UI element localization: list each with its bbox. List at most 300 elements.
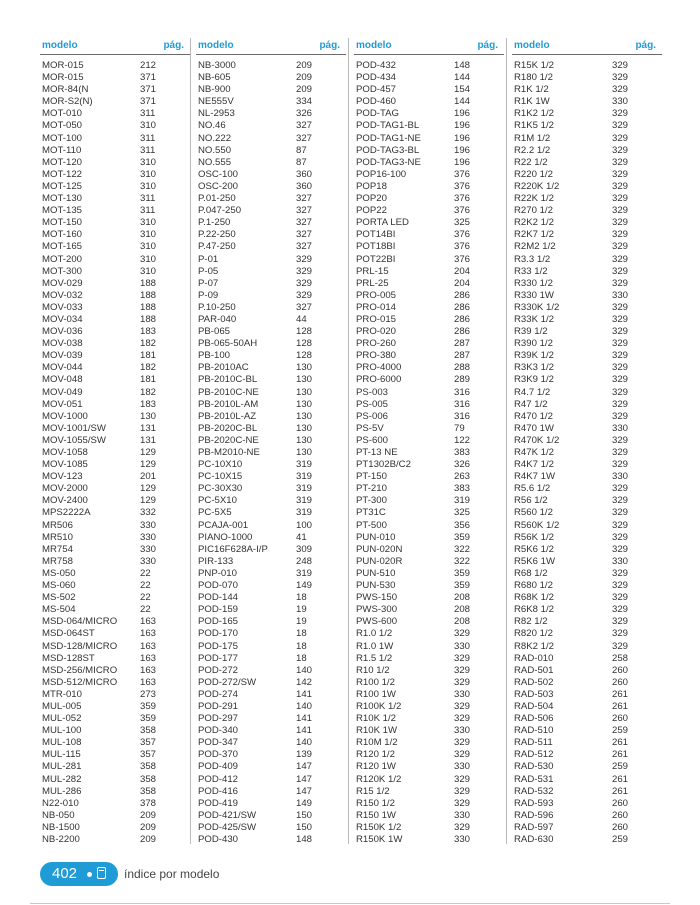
entry-page: 129 (140, 483, 157, 495)
index-entry (196, 254, 346, 266)
entry-model: MR510 (42, 531, 73, 543)
index-entry (512, 145, 662, 157)
index-entry (512, 387, 662, 399)
entry-page: 327 (296, 229, 313, 241)
entry-page: 19 (296, 616, 307, 628)
index-entry (196, 338, 346, 350)
entry-page: 130 (140, 410, 157, 422)
entry-page: 359 (454, 531, 471, 543)
index-entry (196, 169, 346, 181)
entry-model: PC-5X10 (198, 495, 237, 507)
entry-model: RAD-512 (514, 749, 554, 761)
entry-page: 261 (612, 700, 629, 712)
entry-model: RAD-630 (514, 834, 554, 845)
entry-model: PB-M2010-NE (198, 447, 260, 458)
entry-page: 209 (296, 60, 313, 71)
index-entry (354, 520, 504, 532)
entry-model: POT18BI (356, 241, 396, 253)
entry-model: PRO-380 (356, 350, 396, 362)
entry-page: 260 (612, 664, 629, 676)
index-entry (40, 411, 190, 423)
index-entry (354, 96, 504, 108)
entry-model: POD-421/SW (198, 809, 257, 821)
index-entry (40, 229, 190, 241)
page-number-badge (40, 862, 118, 886)
entry-model: RAD-597 (514, 821, 554, 833)
entry-model: R330K 1/2 (514, 301, 560, 313)
entry-page: 260 (612, 797, 629, 809)
entry-page: 330 (454, 761, 471, 773)
entry-model: PS-5V (356, 422, 384, 434)
index-entry (196, 749, 346, 761)
index-entry (354, 665, 504, 677)
index-entry (40, 254, 190, 266)
entry-page: 261 (612, 688, 629, 700)
entry-model: R3K3 1/2 (514, 362, 555, 374)
entry-page: 371 (140, 72, 157, 84)
index-entry (512, 665, 662, 677)
entry-model: R1K 1W (514, 96, 550, 108)
entry-page: 327 (296, 217, 313, 229)
entry-model: MOV-029 (42, 277, 83, 289)
entry-page: 358 (140, 785, 157, 797)
index-entry (512, 205, 662, 217)
column-divider (190, 38, 191, 844)
entry-page: 322 (454, 543, 471, 555)
index-entry (40, 338, 190, 350)
entry-model: PS-003 (356, 386, 388, 398)
index-entry (512, 84, 662, 96)
entry-page: 329 (454, 713, 471, 725)
index-entry (354, 326, 504, 338)
index-entry (512, 423, 662, 435)
entry-model: PRO-260 (356, 338, 396, 350)
entry-model: R1.5 1/2 (356, 652, 393, 664)
entry-model: MUL-282 (42, 773, 82, 785)
index-entry (512, 604, 662, 616)
entry-page: 327 (296, 301, 313, 313)
index-entry (196, 411, 346, 423)
entry-page: 261 (612, 737, 629, 749)
entry-page: 326 (296, 108, 313, 120)
entry-model: MOT-110 (42, 144, 82, 156)
entry-model: POD-370 (198, 749, 238, 761)
entry-page: 41 (296, 531, 307, 543)
index-entry (512, 229, 662, 241)
header-model: modelo (198, 40, 234, 51)
index-entry (354, 387, 504, 399)
index-entry (196, 834, 346, 846)
index-entry (354, 423, 504, 435)
entry-model: MOV-033 (42, 301, 83, 313)
index-entry (40, 72, 190, 84)
entry-model: MSD-512/MICRO (42, 676, 118, 688)
index-entry (196, 145, 346, 157)
index-entry (354, 362, 504, 374)
entry-page: 329 (612, 313, 629, 325)
entry-model: MUL-100 (42, 725, 82, 737)
entry-page: 319 (454, 495, 471, 507)
entry-page: 287 (454, 350, 471, 362)
entry-model: PWS-150 (356, 592, 398, 604)
entry-model: PIR-133 (198, 555, 234, 567)
index-entry (196, 580, 346, 592)
index-entry (196, 592, 346, 604)
entry-page: 147 (296, 773, 313, 785)
entry-model: PRL-15 (356, 265, 389, 277)
entry-page: 288 (454, 362, 471, 374)
entry-model: MOV-123 (42, 471, 83, 483)
index-entry (40, 326, 190, 338)
index-entry (354, 145, 504, 157)
entry-model: PIANO-1000 (198, 531, 253, 543)
index-entry (354, 653, 504, 665)
book-icon (97, 867, 106, 879)
entry-page: 260 (612, 821, 629, 833)
entry-model: R39 1/2 (514, 326, 548, 338)
index-entry (196, 314, 346, 326)
entry-model: MOV-034 (42, 313, 83, 325)
entry-page: 329 (612, 338, 629, 350)
entry-model: R2K2 1/2 (514, 217, 555, 229)
index-entry (196, 108, 346, 120)
entry-page: 332 (140, 507, 157, 519)
entry-page: 311 (140, 108, 156, 120)
entry-page: 376 (454, 205, 471, 217)
entry-page: 183 (140, 398, 157, 410)
entry-page: 329 (454, 737, 471, 749)
index-entry (354, 374, 504, 386)
entry-model: POD-425/SW (198, 821, 257, 833)
entry-page: 260 (612, 676, 629, 688)
entry-model: R33K 1/2 (514, 313, 555, 325)
entry-model: R2M2 1/2 (514, 241, 556, 253)
index-entry (40, 459, 190, 471)
entry-model: POD-TAG (356, 108, 399, 120)
header-page: pág. (477, 40, 498, 51)
entry-page: 209 (296, 72, 313, 84)
entry-page: 329 (454, 773, 471, 785)
index-entry (512, 435, 662, 447)
entry-page: 181 (140, 374, 157, 386)
index-entry (512, 362, 662, 374)
index-entry (40, 145, 190, 157)
entry-model: MOR-S2(N) (42, 96, 93, 108)
entry-page: 371 (140, 96, 157, 108)
entry-model: NO.555 (198, 156, 232, 168)
entry-model: RAD-506 (514, 713, 554, 725)
entry-page: 329 (612, 519, 629, 531)
index-entry (196, 120, 346, 132)
entry-page: 18 (296, 640, 307, 652)
index-entry (512, 725, 662, 737)
index-entry (354, 278, 504, 290)
entry-model: RAD-532 (514, 785, 554, 797)
index-entry (354, 592, 504, 604)
entry-page: 130 (296, 422, 313, 434)
index-entry (512, 532, 662, 544)
entry-model: PRO-6000 (356, 374, 402, 386)
index-entry (512, 568, 662, 580)
index-entry (512, 786, 662, 798)
index-entry (512, 616, 662, 628)
entry-model: PORTA LED (356, 217, 409, 229)
entry-page: 376 (454, 229, 471, 241)
entry-page: 258 (612, 652, 629, 664)
entry-model: MOV-036 (42, 326, 83, 338)
entry-model: RAD-501 (514, 664, 554, 676)
column-header (196, 38, 346, 55)
entry-model: MOV-049 (42, 386, 83, 398)
entry-model: POD-347 (198, 737, 238, 749)
entry-page: 329 (454, 797, 471, 809)
index-entry (196, 205, 346, 217)
entry-page: 329 (612, 543, 629, 555)
entry-page: 325 (454, 507, 471, 519)
index-entry (40, 108, 190, 120)
index-entry (40, 544, 190, 556)
entry-page: 310 (140, 265, 157, 277)
entry-page: 204 (454, 277, 471, 289)
entry-page: 18 (296, 628, 307, 640)
entry-page: 154 (454, 84, 471, 96)
entry-page: 204 (454, 265, 471, 277)
entry-page: 131 (140, 422, 157, 434)
index-entry (512, 556, 662, 568)
entry-model: R5.6 1/2 (514, 483, 551, 495)
entry-model: MS-504 (42, 604, 76, 616)
entry-page: 371 (140, 84, 157, 96)
index-entry (40, 628, 190, 640)
entry-page: 329 (612, 567, 629, 579)
entry-page: 259 (612, 725, 629, 737)
page-number: 402 (52, 865, 78, 882)
entry-model: PT-300 (356, 495, 387, 507)
index-entry (354, 616, 504, 628)
index-entry (354, 241, 504, 253)
entry-page: 330 (612, 289, 629, 301)
index-entry (512, 544, 662, 556)
index-entry (512, 266, 662, 278)
entry-page: 330 (140, 531, 157, 543)
entry-page: 130 (296, 398, 313, 410)
index-entry (196, 96, 346, 108)
entry-model: PB-2010C-BL (198, 374, 258, 386)
entry-page: 148 (454, 60, 471, 71)
index-entry (40, 471, 190, 483)
entry-model: MSD-256/MICRO (42, 664, 118, 676)
entry-page: 128 (296, 350, 313, 362)
index-entry (512, 810, 662, 822)
entry-model: POD-409 (198, 761, 238, 773)
entry-page: 142 (296, 676, 313, 688)
entry-model: R150 1/2 (356, 797, 395, 809)
entry-model: RAD-503 (514, 688, 554, 700)
entry-page: 130 (296, 386, 313, 398)
entry-page: 329 (612, 398, 629, 410)
entry-page: 326 (454, 459, 471, 471)
entry-page: 128 (296, 338, 313, 350)
index-entry (354, 411, 504, 423)
entry-model: PT-150 (356, 471, 387, 483)
index-entry (512, 471, 662, 483)
index-entry (40, 157, 190, 169)
index-entry (196, 266, 346, 278)
entry-page: 329 (612, 628, 629, 640)
entry-model: P.22-250 (198, 229, 236, 241)
entry-model: MUL-108 (42, 737, 82, 749)
index-entry (40, 713, 190, 725)
entry-page: 329 (612, 277, 629, 289)
entry-model: R1K2 1/2 (514, 108, 555, 120)
entry-page: 188 (140, 313, 157, 325)
entry-page: 358 (140, 725, 157, 737)
index-entry (196, 278, 346, 290)
index-entry (40, 604, 190, 616)
index-entry (40, 568, 190, 580)
entry-page: 329 (454, 664, 471, 676)
entry-page: 329 (612, 108, 629, 120)
entry-model: MS-050 (42, 567, 76, 579)
index-entry (40, 725, 190, 737)
entry-model: MOV-048 (42, 374, 83, 386)
entry-model: MOV-2000 (42, 483, 88, 495)
entry-page: 330 (454, 688, 471, 700)
entry-page: 329 (612, 434, 629, 446)
entry-model: R56K 1/2 (514, 531, 555, 543)
entry-model: RAD-530 (514, 761, 554, 773)
entry-page: 130 (296, 447, 313, 458)
header-model: modelo (514, 40, 550, 51)
column-header (512, 38, 662, 55)
index-entry (354, 266, 504, 278)
entry-page: 100 (296, 519, 313, 531)
index-entry (354, 532, 504, 544)
index-entry (196, 725, 346, 737)
entry-page: 22 (140, 580, 151, 592)
index-entry (512, 338, 662, 350)
index-entry (196, 495, 346, 507)
entry-page: 329 (296, 277, 313, 289)
entry-model: MOV-1000 (42, 410, 88, 422)
entry-page: 310 (140, 168, 157, 180)
index-entry (40, 60, 190, 72)
entry-page: 329 (612, 156, 629, 168)
entry-page: 329 (454, 749, 471, 761)
entry-page: 209 (140, 821, 157, 833)
entry-page: 260 (612, 713, 629, 725)
entry-page: 329 (612, 531, 629, 543)
entry-page: 356 (454, 519, 471, 531)
entry-page: 196 (454, 120, 471, 132)
entry-model: MR506 (42, 519, 73, 531)
entry-model: PIC16F628A-I/P (198, 543, 268, 555)
entry-page: 329 (612, 193, 629, 205)
entry-model: PRO-015 (356, 313, 396, 325)
index-entry (354, 544, 504, 556)
index-entry (196, 713, 346, 725)
entry-page: 196 (454, 132, 471, 144)
entry-page: 310 (140, 217, 157, 229)
index-entry (196, 507, 346, 519)
entry-model: P-07 (198, 277, 219, 289)
entry-model: R1K 1/2 (514, 84, 549, 96)
entry-page: 330 (454, 834, 471, 845)
entry-page: 18 (296, 592, 307, 604)
index-entry (354, 761, 504, 773)
entry-page: 319 (296, 507, 313, 519)
entry-page: 310 (140, 120, 157, 132)
index-entry (40, 749, 190, 761)
index-rows (40, 60, 190, 846)
entry-model: MOV-051 (42, 398, 83, 410)
entry-page: 376 (454, 241, 471, 253)
index-entry (40, 653, 190, 665)
entry-model: OSC-200 (198, 180, 238, 192)
index-entry (40, 810, 190, 822)
entry-model: POD-TAG1-NE (356, 132, 421, 144)
index-entry (512, 133, 662, 145)
entry-model: MUL-286 (42, 785, 82, 797)
entry-model: R68 1/2 (514, 567, 548, 579)
entry-model: PWS-600 (356, 616, 398, 628)
entry-page: 286 (454, 326, 471, 338)
entry-page: 319 (296, 495, 313, 507)
index-entry (354, 701, 504, 713)
index-entry (40, 665, 190, 677)
entry-model: POP16-100 (356, 168, 407, 180)
entry-model: MOV-1055/SW (42, 434, 106, 446)
entry-model: R100 1/2 (356, 676, 395, 688)
entry-model: MOT-122 (42, 168, 82, 180)
index-entry (512, 507, 662, 519)
entry-model: R8K2 1/2 (514, 640, 555, 652)
entry-page: 325 (454, 217, 471, 229)
entry-model: R390 1/2 (514, 338, 553, 350)
entry-model: P.047-250 (198, 205, 242, 217)
index-entry (40, 266, 190, 278)
entry-page: 330 (140, 555, 157, 567)
entry-page: 360 (296, 168, 313, 180)
entry-model: POD-457 (356, 84, 396, 96)
entry-model: POD-TAG1-BL (356, 120, 420, 132)
entry-page: 140 (296, 664, 313, 676)
entry-page: 357 (140, 749, 157, 761)
index-entry (354, 689, 504, 701)
entry-page: 376 (454, 193, 471, 205)
index-entry (196, 810, 346, 822)
entry-page: 286 (454, 289, 471, 301)
entry-model: POD-272 (198, 664, 238, 676)
index-entry (354, 798, 504, 810)
entry-model: NE555V (198, 96, 234, 108)
entry-page: 248 (296, 555, 313, 567)
entry-page: 329 (612, 507, 629, 519)
index-entry (354, 217, 504, 229)
entry-page: 309 (296, 543, 313, 555)
entry-page: 358 (140, 761, 157, 773)
index-entry (354, 399, 504, 411)
entry-model: R1M 1/2 (514, 132, 551, 144)
entry-model: MOR-84(N (42, 84, 89, 96)
index-entry (354, 447, 504, 459)
index-entry (512, 181, 662, 193)
entry-page: 311 (140, 193, 156, 205)
entry-model: R100K 1/2 (356, 700, 402, 712)
entry-model: MOV-1085 (42, 459, 88, 471)
index-entry (512, 302, 662, 314)
entry-page: 329 (612, 229, 629, 241)
